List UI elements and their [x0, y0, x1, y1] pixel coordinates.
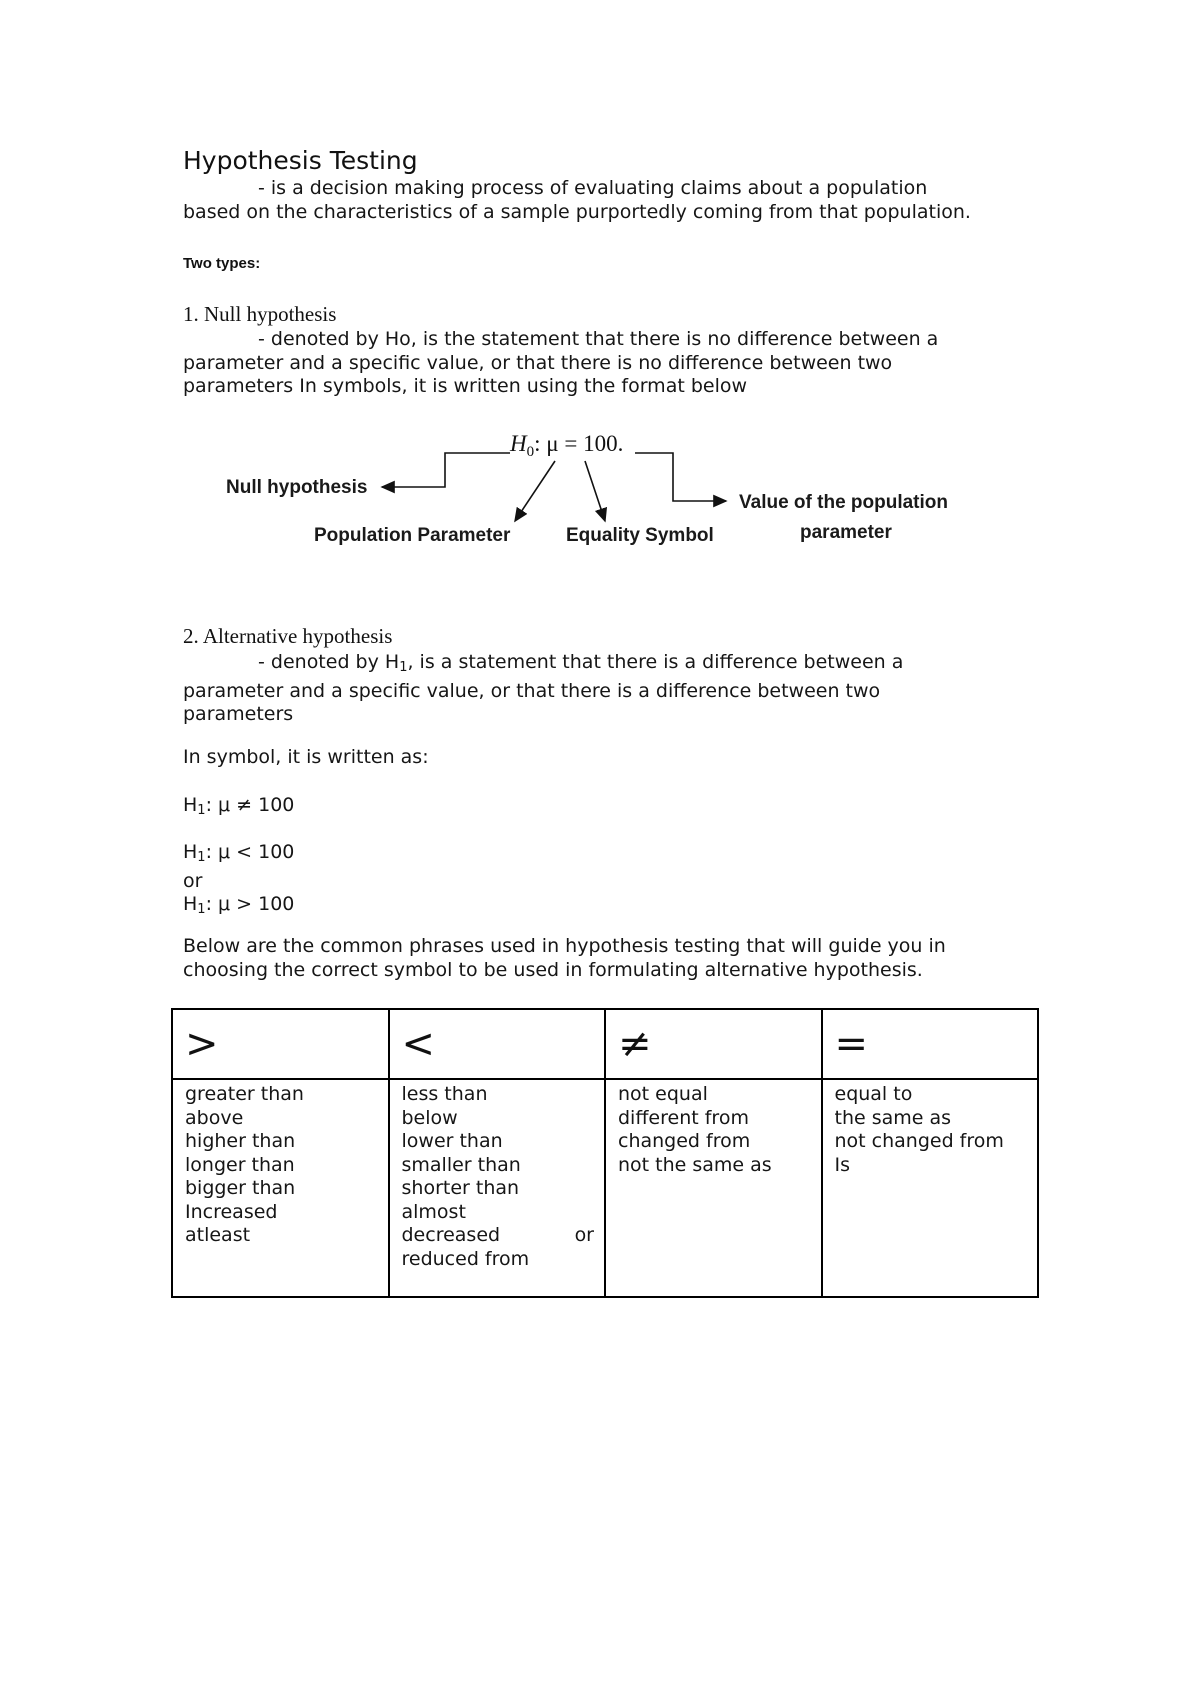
intro-line-1: - is a decision making process of evaluating claims about a population	[258, 177, 928, 199]
null-hypothesis-label: Null hypothesis	[226, 477, 368, 498]
header-greater-than: >	[172, 1009, 389, 1079]
phrase-item: bigger than	[185, 1177, 296, 1199]
phrase-item: lower than	[401, 1130, 503, 1152]
null-line-2: parameter and a specific value, or that there is no difference between two	[183, 351, 893, 374]
value-label-line-2: parameter	[800, 522, 892, 543]
population-parameter-label: Population Parameter	[314, 525, 511, 546]
phrase-item: smaller than	[401, 1153, 521, 1176]
value-label-line-1: Value of the population	[739, 492, 948, 513]
phrase-item: different from	[618, 1106, 749, 1129]
null-connector-arrow	[382, 453, 510, 487]
types-heading: Two types:	[183, 255, 261, 272]
phrases-intro-line-2: choosing the correct symbol to be used in formulating alternative hypothesis.	[183, 958, 923, 981]
phrase-item: higher than	[185, 1130, 296, 1152]
phrase-item-decreased: decreased or	[401, 1224, 594, 1246]
header-less-than: <	[389, 1009, 606, 1079]
phrase-item: less than	[401, 1083, 488, 1105]
equality-arrow	[585, 461, 605, 521]
phrase-item: greater than	[185, 1083, 304, 1105]
header-equal: =	[822, 1009, 1039, 1079]
phrases-intro	[183, 935, 946, 982]
null-hypothesis-diagram	[180, 415, 1030, 615]
alt-line-3: parameters	[183, 703, 294, 725]
phrases-not-equal-cell	[605, 1079, 822, 1297]
page-title: Hypothesis Testing	[183, 146, 418, 175]
null-paragraph	[183, 328, 938, 399]
equation-text: $H_0$: μ = 100.	[510, 431, 624, 460]
expression-gt: $H_1$: μ > 100	[183, 893, 295, 917]
phrase-item: above	[185, 1106, 244, 1129]
phrase-item: reduced from	[401, 1247, 530, 1270]
phrase-item: not the same as	[618, 1153, 772, 1176]
phrase-item: the same as	[834, 1106, 952, 1129]
phrases-less-cell	[389, 1079, 606, 1297]
phrases-greater-cell	[172, 1079, 389, 1297]
value-connector-arrow	[635, 453, 726, 501]
expression-lt: $H_1$: μ < 100	[183, 841, 295, 865]
phrase-item: atleast	[185, 1224, 251, 1246]
phrase-item: Is	[834, 1153, 851, 1176]
phrase-item: Increased	[185, 1200, 278, 1223]
equality-symbol-label: Equality Symbol	[566, 525, 714, 546]
alt-line-2: parameter and a specific value, or that there is a difference between two	[183, 679, 881, 702]
header-not-equal: ≠	[605, 1009, 822, 1079]
phrase-item: changed from	[618, 1130, 751, 1152]
phrases-intro-line-1: Below are the common phrases used in hypothesis testing that will guide you in	[183, 935, 946, 957]
phrase-item: not changed from	[834, 1130, 1004, 1152]
null-line-3: parameters In symbols, it is written using the format below	[183, 375, 748, 397]
phrase-item: longer than	[185, 1153, 295, 1176]
alt-line-1: - denoted by $H_1$, is a statement that there is a difference between a	[258, 651, 904, 675]
null-heading: 1. Null hypothesis	[183, 302, 337, 326]
intro-line-2: based on the characteristics of a sample purportedly coming from that population.	[183, 200, 971, 223]
phrases-equal-cell	[822, 1079, 1039, 1297]
phrase-item: almost	[401, 1200, 466, 1223]
table-header-row	[172, 1009, 1038, 1079]
population-arrow	[515, 461, 555, 521]
alt-paragraph	[183, 651, 903, 727]
null-line-1: - denoted by Ho, is the statement that there is no difference between a	[258, 328, 939, 350]
phrase-item: not equal	[618, 1083, 708, 1105]
expression-neq: $H_1$: μ ≠ 100	[183, 794, 295, 818]
symbol-intro: In symbol, it is written as:	[183, 746, 429, 768]
expression-group	[183, 841, 294, 922]
table-row	[172, 1079, 1038, 1297]
expression-or: or	[183, 869, 203, 892]
intro-paragraph	[183, 177, 971, 224]
phrase-item: below	[401, 1106, 458, 1129]
phrases-table	[171, 1008, 1039, 1298]
phrase-item: equal to	[834, 1083, 913, 1105]
alt-heading: 2. Alternative hypothesis	[183, 624, 393, 648]
phrase-item: shorter than	[401, 1177, 520, 1199]
